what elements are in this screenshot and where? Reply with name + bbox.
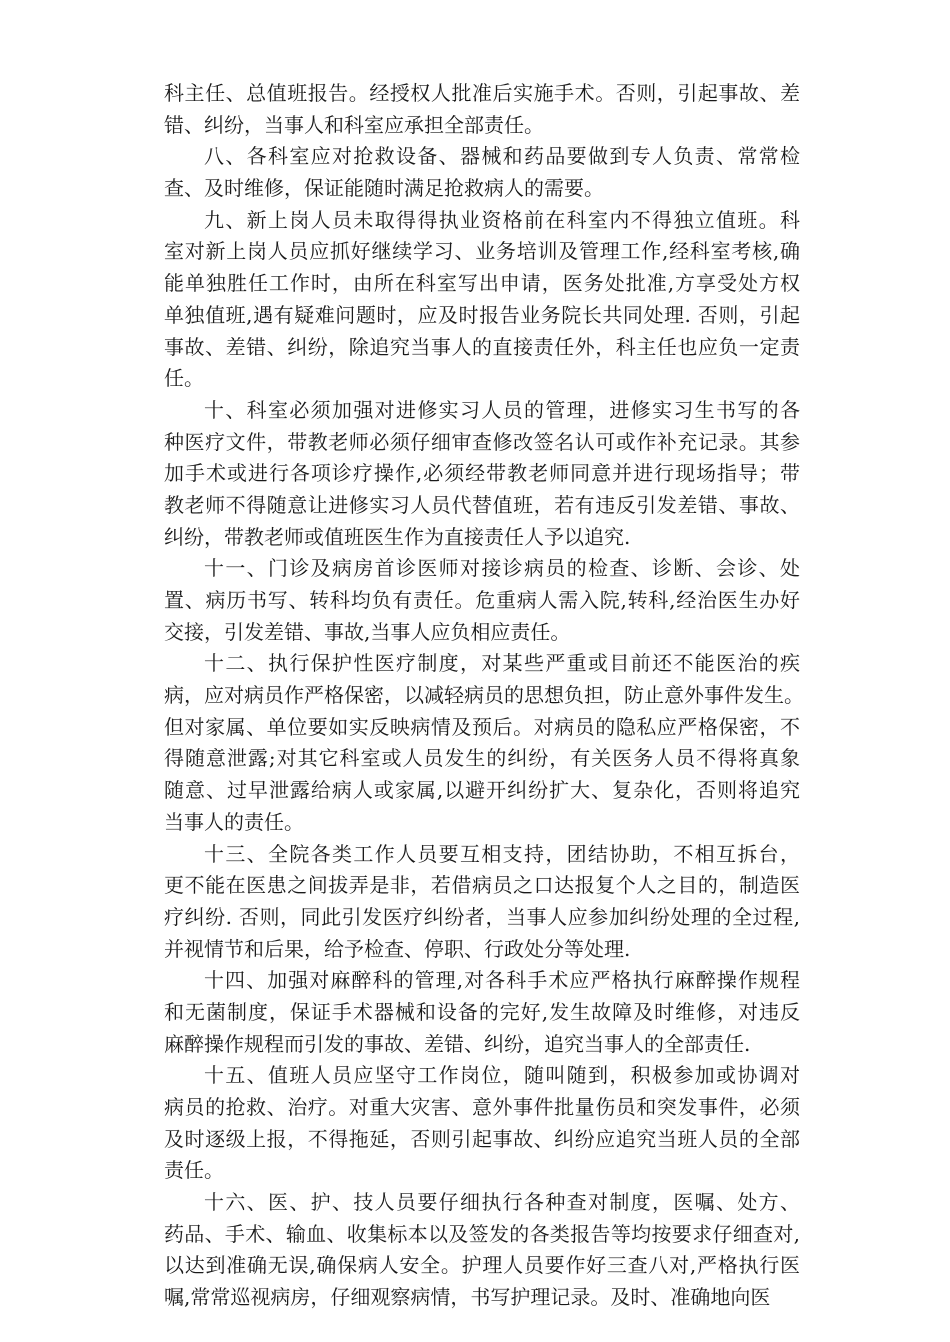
paragraph-line: 麻醉操作规程而引发的事故、差错、纠纷，追究当事人的全部责任.: [164, 1031, 751, 1056]
paragraph-line: 十五、值班人员应坚守工作岗位，随叫随到，积极参加或协调对: [204, 1063, 800, 1088]
paragraph-line: 教老师不得随意让进修实习人员代替值班，若有违反引发差错、事故、: [164, 492, 800, 517]
paragraph-line: 科主任、总值班报告。经授权人批准后实施手术。否则，引起事故、差: [164, 81, 800, 105]
paragraph-line: 及时逐级上报，不得拖延，否则引起事故、纠纷应追究当班人员的全部: [164, 1126, 800, 1151]
paragraph-p13: [164, 839, 800, 966]
paragraph-line: 纠纷，带教老师或值班医生作为直接责任人予以追究.: [164, 524, 631, 549]
paragraph-line: 事故、差错、纠纷，除追究当事人的直接责任外，科主任也应负一定责: [164, 334, 800, 359]
paragraph-line: 九、新上岗人员未取得得执业资格前在科室内不得独立值班。科: [204, 207, 800, 232]
paragraph-line: 并视情节和后果，给予检查、停职、行政处分等处理.: [164, 936, 631, 961]
paragraph-line: 十二、执行保护性医疗制度，对某些严重或目前还不能医治的疾: [204, 651, 800, 676]
paragraph-p9: [164, 205, 800, 395]
paragraph-line: 种医疗文件，带教老师必须仔细审查修改签名认可或作补充记录。其参: [164, 429, 800, 454]
paragraph-p7-continued: [164, 78, 800, 141]
paragraph-line: 随意、过早泄露给病人或家属,以避开纠纷扩大、复杂化，否则将追究: [164, 778, 800, 803]
paragraph-line: 室对新上岗人员应抓好继续学习、业务培训及管理工作,经科室考核,确: [164, 239, 800, 264]
paragraph-line: 错、纠纷，当事人和科室应承担全部责任。: [164, 112, 544, 137]
paragraph-line: 责任。: [164, 1158, 224, 1183]
paragraph-p14: [164, 965, 800, 1060]
paragraph-line: 八、各科室应对抢救设备、器械和药品要做到专人负责、常常检: [204, 144, 800, 169]
paragraph-line: 十三、全院各类工作人员要互相支持，团结协助，不相互拆台，: [204, 841, 800, 866]
paragraph-p10: [164, 395, 800, 553]
paragraph-p8: [164, 141, 800, 204]
paragraph-line: 当事人的责任。: [164, 809, 304, 834]
document-body: [164, 78, 804, 1314]
paragraph-p15: [164, 1060, 800, 1187]
paragraph-line: 交接，引发差错、事故,当事人应负相应责任。: [164, 619, 571, 644]
paragraph-line: 十四、加强对麻醉科的管理,对各科手术应严格执行麻醉操作规程: [204, 968, 800, 993]
paragraph-p12: [164, 648, 804, 838]
paragraph-line: 药品、手术、输血、收集标本以及签发的各类报告等均按要求仔细查对,: [164, 1221, 800, 1246]
paragraph-line: 病，应对病员作严格保密，以减轻病员的思想负担，防止意外事件发生。: [164, 683, 804, 708]
paragraph-line: 任。: [164, 366, 204, 391]
paragraph-line: 十一、门诊及病房首诊医师对接诊病员的检查、诊断、会诊、处: [204, 556, 800, 581]
paragraph-p16: [164, 1187, 800, 1314]
paragraph-line: 疗纠纷. 否则，同此引发医疗纠纷者，当事人应参加纠纷处理的全过程,: [164, 904, 800, 929]
paragraph-p11: [164, 553, 800, 648]
paragraph-line: 得随意泄露;对其它科室或人员发生的纠纷，有关医务人员不得将真象: [164, 746, 800, 771]
paragraph-line: 查、及时维修，保证能随时满足抢救病人的需要。: [164, 176, 604, 201]
paragraph-line: 能单独胜任工作时，由所在科室写出申请，医务处批准,方享受处方权: [164, 271, 800, 296]
paragraph-line: 置、病历书写、转科均负有责任。危重病人需入院,转科,经治医生办好: [164, 588, 800, 612]
paragraph-line: 单独值班,遇有疑难问题时，应及时报告业务院长共同处理. 否则，引起: [164, 302, 800, 327]
paragraph-line: 十六、医、护、技人员要仔细执行各种查对制度，医嘱、处方、: [204, 1190, 800, 1215]
paragraph-line: 和无菌制度，保证手术器械和设备的完好,发生故障及时维修，对违反: [164, 999, 800, 1024]
paragraph-line: 加手术或进行各项诊疗操作,必须经带教老师同意并进行现场指导；带: [164, 461, 800, 486]
paragraph-line: 更不能在医患之间拔弄是非，若借病员之口达报复个人之目的，制造医: [164, 873, 800, 898]
paragraph-line: 病员的抢救、治疗。对重大灾害、意外事件批量伤员和突发事件，必须: [164, 1095, 800, 1119]
paragraph-line: 嘱,常常巡视病房，仔细观察病情，书写护理记录。及时、准确地向医: [164, 1285, 771, 1310]
paragraph-line: 以达到准确无误,确保病人安全。护理人员要作好三查八对,严格执行医: [164, 1253, 800, 1278]
paragraph-line: 但对家属、单位要如实反映病情及预后。对病员的隐私应严格保密，不: [164, 714, 800, 739]
paragraph-line: 十、科室必须加强对进修实习人员的管理，进修实习生书写的各: [204, 397, 800, 422]
